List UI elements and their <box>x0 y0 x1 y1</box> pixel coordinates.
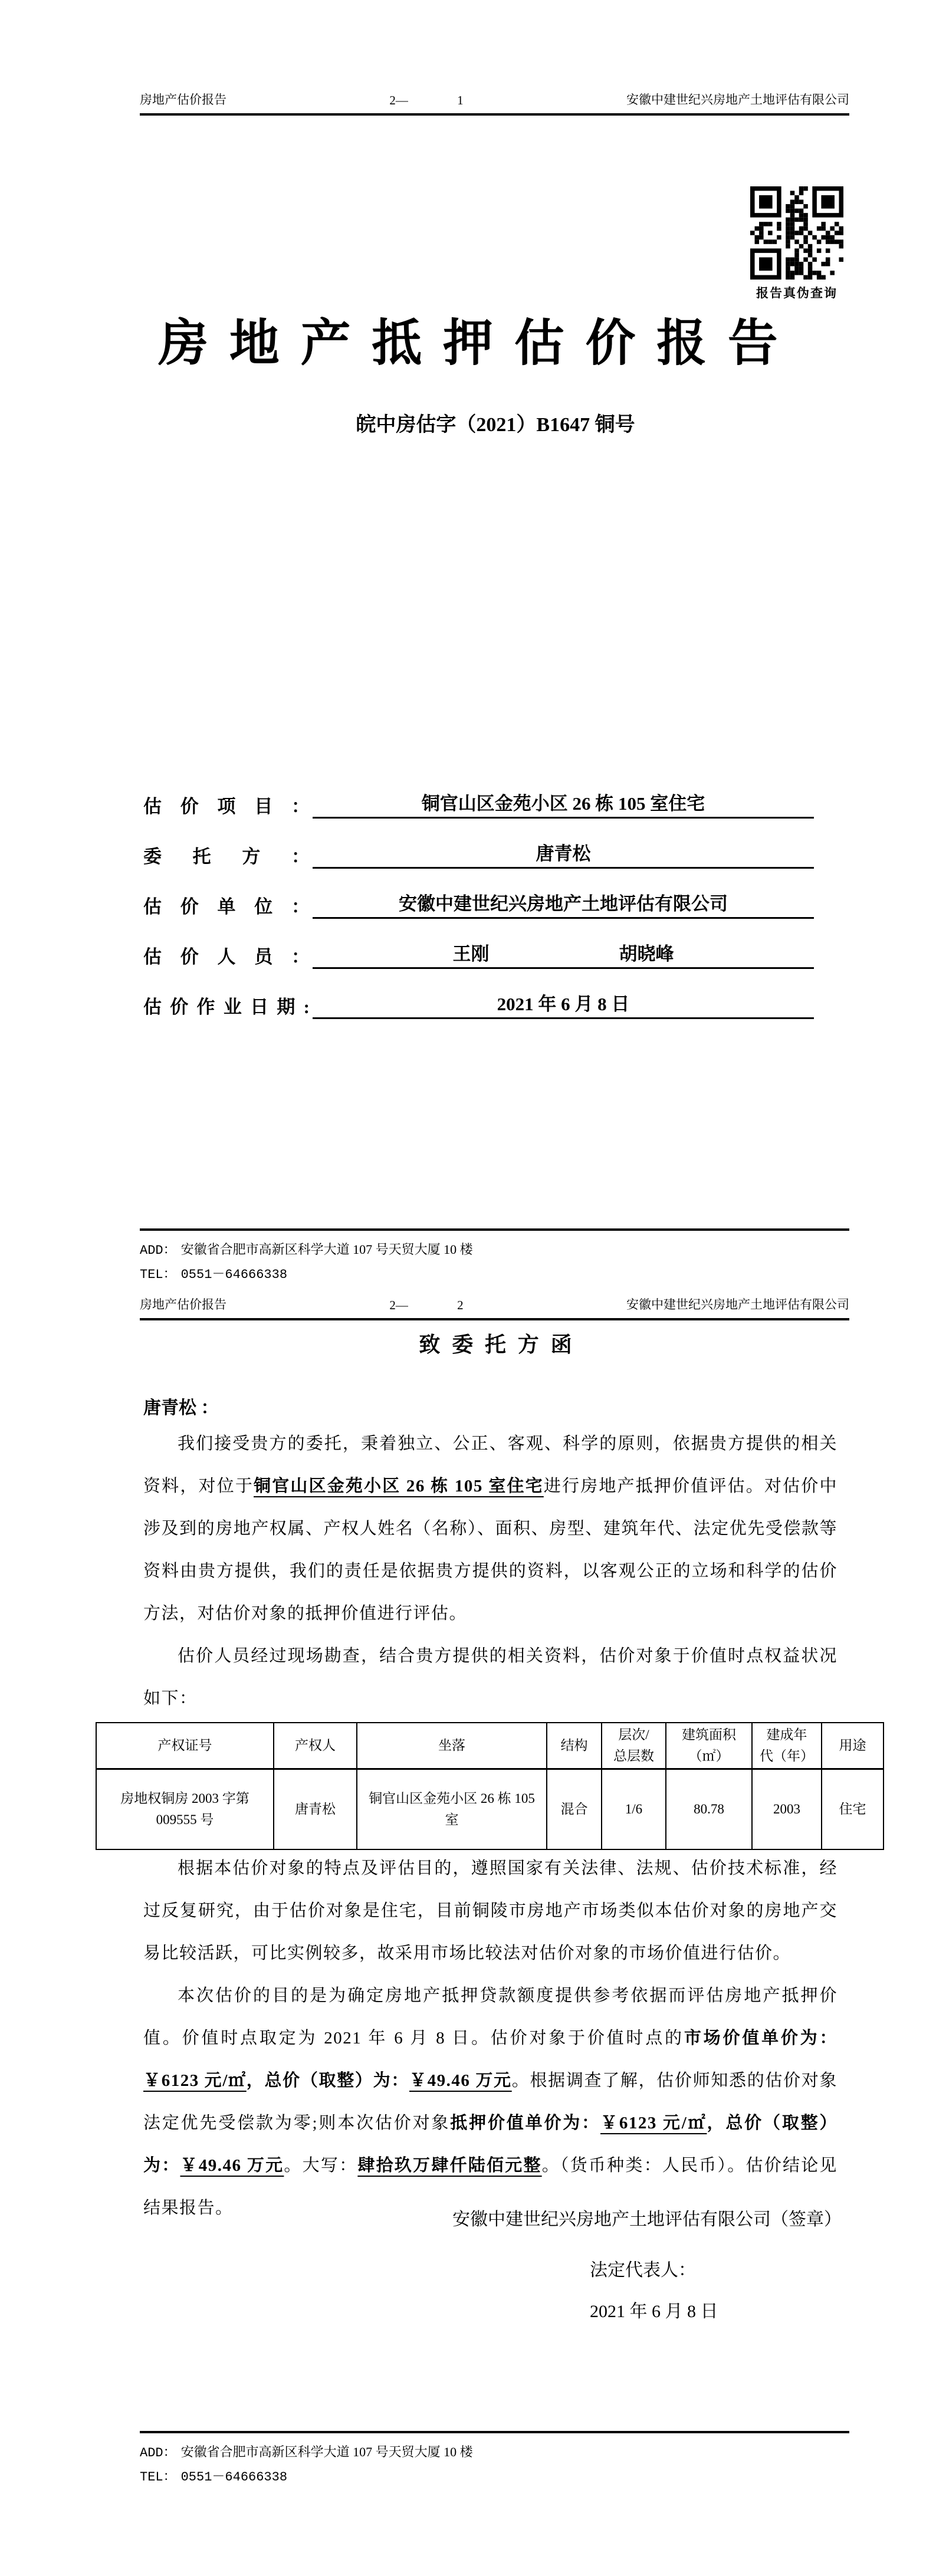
cell-owner: 唐青松 <box>274 1769 357 1850</box>
field-client-label: 委托方： <box>143 846 310 867</box>
appraiser-1: 王刚 <box>452 944 490 964</box>
letter-title: 致委托方函 <box>419 1333 584 1356</box>
page2-running-footer <box>140 2431 849 2489</box>
footer-add-label: ADD： <box>140 2446 176 2460</box>
field-project-value: 铜官山区金苑小区 26 栋 105 室住宅 <box>313 791 814 819</box>
footer-phone: 0551－64666338 <box>180 2470 288 2485</box>
field-date-value: 2021 年 6 月 8 日 <box>313 992 814 1019</box>
header-company-name: 安徽中建世纪兴房地产土地评估有限公司 <box>626 93 849 107</box>
report-title: 房地产抵押估价报告 <box>158 316 799 372</box>
field-project <box>143 791 814 819</box>
paragraph-valuation-result: 本次估价的目的是为确定房地产抵押贷款额度提供参考依据而评估房地产抵押价值。价值时点取定为 2021 年 6 月 8 日。估价对象于价值时点的市场价值单价为：￥6123 元/㎡，总价（取整）为：￥49.46 万元。根据调查了解，估价师知悉的估价对象法定优先受偿款为零;则本次估价对象抵押价值单价为：￥6123 元/㎡，总价（取整）为：￥49.46 万元。大写：肆拾玖万肆仟陆佰元整。（货币种类：人民币）。估价结论见结果报告。 <box>143 1986 838 2217</box>
page1-running-header <box>140 90 849 116</box>
cell-structure: 混合 <box>547 1769 602 1850</box>
cell-certificate-no: 房地权铜房 2003 字第 009555 号 <box>96 1769 274 1850</box>
letter-body-part2 <box>143 1847 838 2229</box>
qr-block <box>750 186 843 301</box>
paragraph-inspection: 估价人员经过现场勘查，结合贵方提供的相关资料，估价对象于价值时点权益状况如下： <box>143 1647 838 1708</box>
footer-address-line <box>140 2440 849 2465</box>
field-agency-value: 安徽中建世纪兴房地产土地评估有限公司 <box>313 892 814 919</box>
field-agency-label: 估价单位： <box>143 896 310 917</box>
col-area: 建筑面积 （㎡） <box>666 1723 752 1769</box>
cover-fields <box>143 791 814 1042</box>
col-certificate-no: 产权证号 <box>96 1723 274 1769</box>
property-table-wrap <box>96 1722 883 1850</box>
footer-phone: 0551－64666338 <box>180 1267 288 1282</box>
cell-area: 80.78 <box>666 1769 752 1850</box>
qr-code <box>750 186 843 280</box>
header-pagination <box>389 93 463 108</box>
paragraph-engagement: 我们接受贵方的委托，秉着独立、公正、客观、科学的原则，依据贵方提供的相关资料，对位于铜官山区金苑小区 26 栋 105 室住宅进行房地产抵押价值评估。对估价中涉及到的房地产权属、产权人姓名（名称）、面积、房型、建筑年代、法定优先受偿款等资料由贵方提供，我们的责任是依据贵方提供的资料，以客观公正的立场和科学的估价方法，对估价对象的抵押价值进行评估。 <box>143 1434 838 1623</box>
col-usage: 用途 <box>822 1723 884 1769</box>
col-owner: 产权人 <box>274 1723 357 1769</box>
field-agency <box>143 892 814 919</box>
field-appraisers-label: 估价人员： <box>143 947 310 967</box>
cell-location: 铜官山区金苑小区 26 栋 105 室 <box>357 1769 547 1850</box>
footer-address-line <box>140 1238 849 1262</box>
signature-company: 安徽中建世纪兴房地产土地评估有限公司（签章） <box>452 2210 842 2229</box>
appraiser-2: 胡晓峰 <box>619 944 674 964</box>
header-pagination <box>389 1298 463 1313</box>
page1-running-footer <box>140 1228 849 1286</box>
letter-salutation: 唐青松 ： <box>143 1398 219 1418</box>
report-number: 皖中房估字（2021）B1647 铜号 <box>356 414 635 436</box>
paragraph-method: 根据本估价对象的特点及评估目的，遵照国家有关法律、法规、估价技术标准，经过反复研究，由于估价对象是住宅，目前铜陵市房地产市场类似本估价对象的房地产交易比较活跃，可比实例较多，故采用市场比较法对估价对象的市场价值进行估价。 <box>143 1859 838 1963</box>
col-year-built: 建成年 代（年） <box>752 1723 822 1769</box>
footer-tel-label: TEL： <box>140 2470 176 2485</box>
cell-year-built: 2003 <box>752 1769 822 1850</box>
qr-caption: 报告真伪查询 <box>756 286 838 300</box>
header-company-name: 安徽中建世纪兴房地产土地评估有限公司 <box>626 1297 849 1312</box>
property-table <box>96 1722 884 1850</box>
signature-date: 2021 年 6 月 8 日 <box>590 2302 718 2321</box>
footer-add-label: ADD： <box>140 1243 176 1258</box>
field-date-label: 估价作业日期: <box>143 997 310 1017</box>
table-row <box>96 1769 884 1850</box>
footer-phone-line <box>140 1262 849 1286</box>
footer-address: 安徽省合肥市高新区科学大道 107 号天贸大厦 10 楼 <box>180 1242 473 1257</box>
col-floor: 层次/ 总层数 <box>602 1723 666 1769</box>
page2-running-header <box>140 1295 849 1320</box>
signature-legal-rep: 法定代表人： <box>590 2260 696 2280</box>
field-client-value: 唐青松 <box>313 842 814 869</box>
col-location: 坐落 <box>357 1723 547 1769</box>
table-header-row <box>96 1723 884 1769</box>
letter-body-part1 <box>143 1422 838 1720</box>
field-date <box>143 992 814 1019</box>
footer-address: 安徽省合肥市高新区科学大道 107 号天贸大厦 10 楼 <box>180 2444 473 2459</box>
field-project-label: 估价项目： <box>143 796 310 817</box>
col-structure: 结构 <box>547 1723 602 1769</box>
footer-phone-line <box>140 2465 849 2489</box>
header-page-group: 2— <box>389 93 408 107</box>
field-appraisers-value <box>313 942 814 969</box>
footer-tel-label: TEL： <box>140 1267 176 1282</box>
cell-floor: 1/6 <box>602 1769 666 1850</box>
field-appraisers <box>143 942 814 969</box>
cell-usage: 住宅 <box>822 1769 884 1850</box>
header-page-number: 2 <box>457 1298 464 1312</box>
header-page-group: 2— <box>389 1298 408 1312</box>
field-client <box>143 842 814 869</box>
header-doc-type: 房地产估价报告 <box>140 1297 226 1312</box>
header-page-number: 1 <box>457 93 464 107</box>
header-doc-type: 房地产估价报告 <box>140 93 226 107</box>
